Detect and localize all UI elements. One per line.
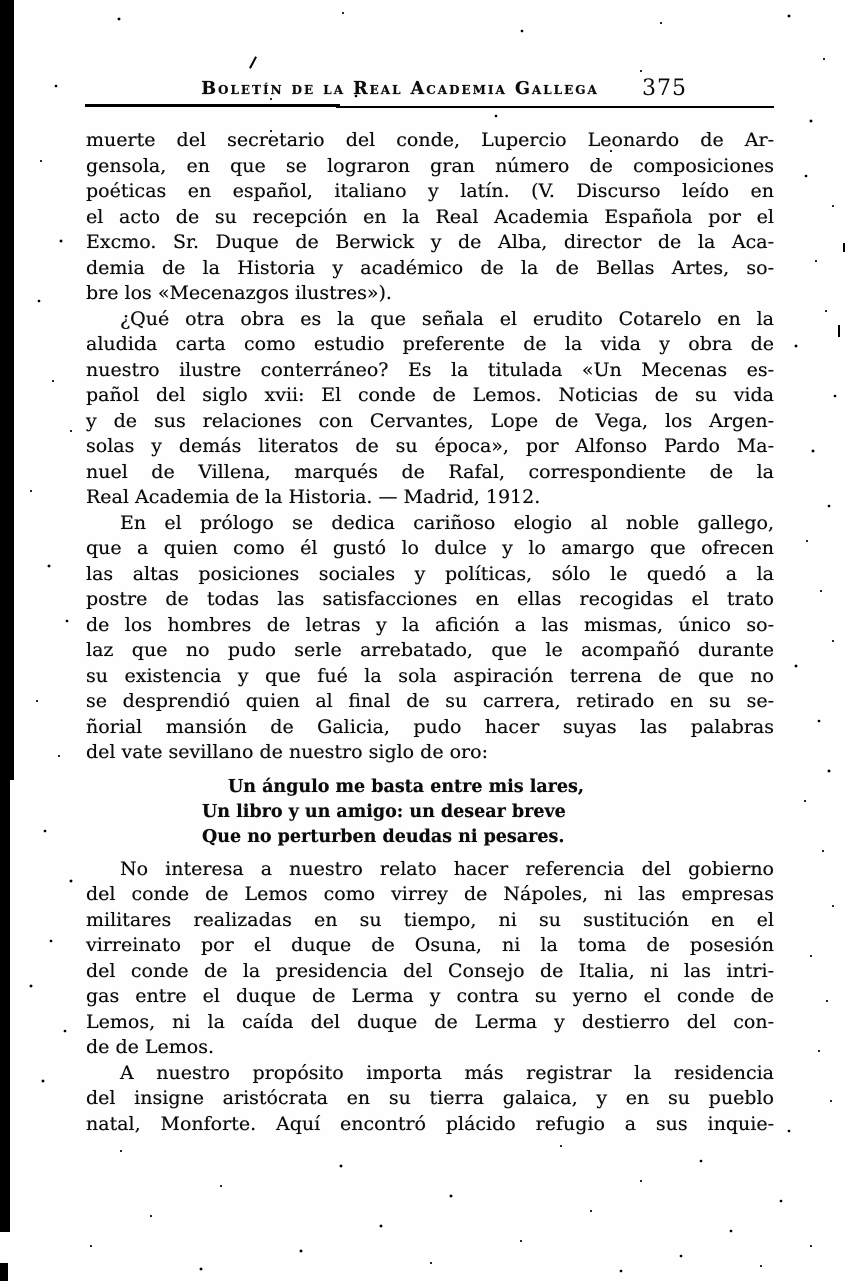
verse-line: Que no perturben deudas ni pesares. [202, 826, 565, 847]
text-line: del insigne aristócrata en su tierra galaica, y en su pueblo [86, 1087, 774, 1109]
text-paragraph [86, 307, 774, 511]
text-line: No interesa a nuestro relato hacer referencia del gobierno [120, 857, 774, 880]
text-line: natal, Monforte. Aquí encontró plácido refugio a sus inquie- [86, 1112, 774, 1135]
text-line: ¿Qué otra obra es la que señala el erudito Cotarelo en la [120, 307, 774, 330]
header-rule [85, 104, 340, 107]
text-line: demia de la Historia y académico de la de Bellas Artes, so- [86, 256, 774, 279]
text-line: virreinato por el duque de Osuna, ni la toma de posesión [86, 934, 774, 956]
page-number: 375 [642, 76, 687, 101]
text-line: pañol del siglo xvii: El conde de Lemos. Noticias de su vida [86, 384, 774, 406]
text-line: las altas posiciones sociales y políticas, sólo le quedó a la [86, 562, 774, 585]
scan-edge-bar-top [0, 0, 14, 780]
text-line: laz que no pudo serle arrebatado, que le acompañó durante [86, 639, 774, 661]
text-line: que a quien como él gustó lo dulce y lo amargo que ofrecen [86, 537, 774, 559]
ink-scribble [249, 56, 257, 68]
text-line: A nuestro propósito importa más registrar la residencia [120, 1061, 774, 1084]
text-line: solas y demás literatos de su época», por Alfonso Pardo Ma- [86, 435, 774, 457]
text-paragraph [86, 511, 774, 766]
text-line: y de sus relaciones con Cervantes, Lope de Vega, los Argen- [86, 409, 774, 432]
text-line: del conde de la presidencia del Consejo de Italia, ni las intri- [86, 959, 774, 982]
text-line: se desprendió quien al final de su carrera, retirado en su se- [86, 690, 774, 712]
text-line: Lemos, ni la caída del duque de Lerma y destierro del con- [86, 1010, 774, 1033]
scan-noise [0, 0, 2, 2]
header-rule [336, 106, 774, 108]
running-head-title: Boletín de la Real Academia Gallega [201, 79, 599, 99]
scan-margin-dash [843, 243, 845, 252]
text-line: del conde de Lemos como virrey de Nápoles, ni las empresas [86, 883, 774, 905]
text-line: gas entre el duque de Lerma y contra su yerno el conde de [86, 985, 774, 1007]
text-line: del vate sevillano de nuestro siglo de oro: [86, 741, 488, 763]
text-line: de de Lemos. [86, 1036, 214, 1058]
text-line: Excmo. Sr. Duque de Berwick y de Alba, director de la Aca- [86, 231, 774, 253]
text-line: muerte del secretario del conde, Lupercio Leonardo de Ar- [86, 129, 774, 151]
text-paragraph [86, 128, 774, 307]
verse-block [202, 775, 774, 850]
verse-line: Un libro y un amigo: un desear breve [202, 801, 566, 822]
verse-line: Un ángulo me basta entre mis lares, [228, 776, 584, 797]
text-line: el acto de su recepción en la Real Academia Española por el [86, 205, 774, 228]
text-line: nuestro ilustre conterráneo? Es la titulada «Un Mecenas es- [86, 358, 774, 381]
scan-edge-bar-bottom [0, 1263, 8, 1281]
scan-margin-mark [838, 325, 840, 337]
text-line: poéticas en español, italiano y latín. (V. Discurso leído en [86, 180, 774, 202]
text-line: militares realizadas en su tiempo, ni su sustitución en el [86, 908, 774, 931]
text-line: su existencia y que fué la sola aspiración terrena de que no [86, 664, 774, 687]
text-line: ñorial mansión de Galicia, pudo hacer suyas las palabras [86, 715, 774, 738]
text-line: de los hombres de letras y la afición a las mismas, único so- [86, 613, 774, 636]
text-line: En el prólogo se dedica cariñoso elogio al noble gallego, [120, 511, 774, 534]
text-paragraph [86, 857, 774, 1061]
text-paragraph [86, 1061, 774, 1138]
text-line: postre de todas las satisfacciones en ellas recogidas el trato [86, 588, 774, 610]
text-line: bre los «Mecenazgos ilustres»). [86, 282, 392, 304]
text-line: nuel de Villena, marqués de Rafal, correspondiente de la [86, 460, 774, 483]
text-flow [86, 128, 774, 1137]
text-line: Real Academia de la Historia. — Madrid, 1912. [86, 486, 541, 508]
scan-edge-bar-mid [0, 780, 10, 1232]
text-line: gensola, en que se lograron gran número de composiciones [86, 154, 774, 177]
text-line: aludida carta como estudio preferente de la vida y obra de [86, 333, 774, 355]
